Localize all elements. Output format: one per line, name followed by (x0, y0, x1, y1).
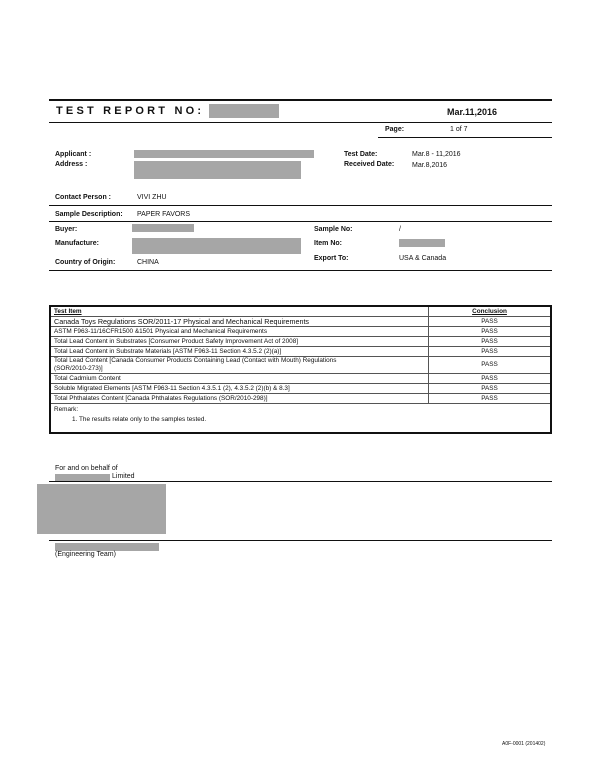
conclusion-cell: PASS (429, 374, 552, 384)
export-to-label: Export To: (314, 255, 349, 262)
test-item-cell: Total Lead Content in Substrates [Consumer Product Safety Improvement Act of 2008] (50, 337, 429, 347)
table-row (50, 347, 551, 357)
top-rule (49, 99, 552, 101)
remark-row (50, 404, 551, 434)
manufacture-label: Manufacture: (55, 240, 99, 247)
applicant-redaction (134, 150, 314, 158)
sample-description-label: Sample Description: (55, 211, 123, 218)
signature-bottom-rule (49, 540, 552, 541)
test-item-cell: ASTM F963-11/16CFR1500 &1501 Physical and Mechanical Requirements (50, 327, 429, 337)
title-underline (49, 122, 552, 123)
table-row (50, 317, 551, 327)
buyer-label: Buyer: (55, 226, 78, 233)
conclusion-cell: PASS (429, 384, 552, 394)
country-of-origin-value: CHINA (137, 259, 159, 266)
table-header-row (50, 306, 551, 317)
engineering-team-text: (Engineering Team) (55, 551, 116, 558)
table-row (50, 384, 551, 394)
signature-top-rule (49, 481, 552, 482)
sample-no-label: Sample No: (314, 226, 353, 233)
conclusion-column-header: Conclusion (429, 306, 552, 317)
received-date-label: Received Date: (344, 161, 395, 168)
description-rule (49, 221, 552, 222)
conclusion-cell: PASS (429, 317, 552, 327)
conclusion-cell: PASS (429, 394, 552, 404)
conclusion-cell: PASS (429, 347, 552, 357)
page-value: 1 of 7 (450, 126, 468, 133)
limited-text: Limited (112, 473, 135, 480)
address-redaction (134, 161, 301, 179)
test-item-cell: Total Lead Content in Substrate Materials [ASTM F963-11 Section 4.3.5.2 (2)(a)] (50, 347, 429, 357)
conclusion-cell: PASS (429, 357, 552, 374)
address-label: Address : (55, 161, 88, 168)
remark-cell (50, 404, 551, 434)
contact-rule (49, 205, 552, 206)
sample-block-rule (49, 270, 552, 271)
buyer-redaction (132, 224, 194, 232)
conclusion-cell: PASS (429, 337, 552, 347)
table-row (50, 357, 551, 374)
signatory-name-redaction (55, 543, 159, 551)
test-date-label: Test Date: (344, 151, 378, 158)
test-item-cell: Total Cadmium Content (50, 374, 429, 384)
item-no-label: Item No: (314, 240, 342, 247)
sample-description-value: PAPER FAVORS (137, 211, 191, 218)
test-item-cell: Canada Toys Regulations SOR/2011-17 Physical and Mechanical Requirements (50, 317, 429, 327)
applicant-label: Applicant : (55, 151, 92, 158)
remark-item: 1. The results relate only to the samples tested. (72, 416, 207, 423)
contact-person-value: VIVI ZHU (137, 194, 167, 201)
table-row (50, 327, 551, 337)
page-label: Page: (385, 126, 405, 133)
conclusion-cell: PASS (429, 327, 552, 337)
report-number-redaction (209, 104, 279, 118)
manufacture-redaction (132, 238, 301, 254)
table-row (50, 337, 551, 347)
country-of-origin-label: Country of Origin: (55, 259, 116, 266)
test-item-column-header: Test Item (50, 306, 429, 317)
company-name-redaction (55, 474, 110, 481)
sample-no-value: / (399, 226, 401, 233)
test-item-cell: Total Lead Content [Canada Consumer Products Containing Lead (Contact with Mouth) Regulations (SOR/2010-273)] (50, 357, 429, 374)
export-to-value: USA & Canada (399, 255, 447, 262)
on-behalf-text: For and on behalf of (55, 465, 118, 472)
test-item-cell: Soluble Migrated Elements [ASTM F963-11 Section 4.3.5.1 (2), 4.3.5.2 (2)(b) & 8.3] (50, 384, 429, 394)
test-item-cell: Total Phthalates Content [Canada Phthalates Regulations (SOR/2010-298)] (50, 394, 429, 404)
received-date-value: Mar.8,2016 (412, 162, 448, 169)
test-date-value: Mar.8 - 11,2016 (412, 151, 461, 158)
remark-label: Remark: (54, 406, 79, 413)
report-title: TEST REPORT NO: (56, 105, 205, 117)
page-rule (378, 137, 552, 138)
test-results-table (49, 305, 552, 434)
table-row (50, 374, 551, 384)
contact-person-label: Contact Person : (55, 194, 112, 201)
report-date: Mar.11,2016 (447, 107, 498, 117)
form-code: A0F-0001 (201402) (502, 741, 546, 747)
table-row (50, 394, 551, 404)
item-no-redaction (399, 239, 445, 247)
signature-redaction (37, 484, 166, 534)
